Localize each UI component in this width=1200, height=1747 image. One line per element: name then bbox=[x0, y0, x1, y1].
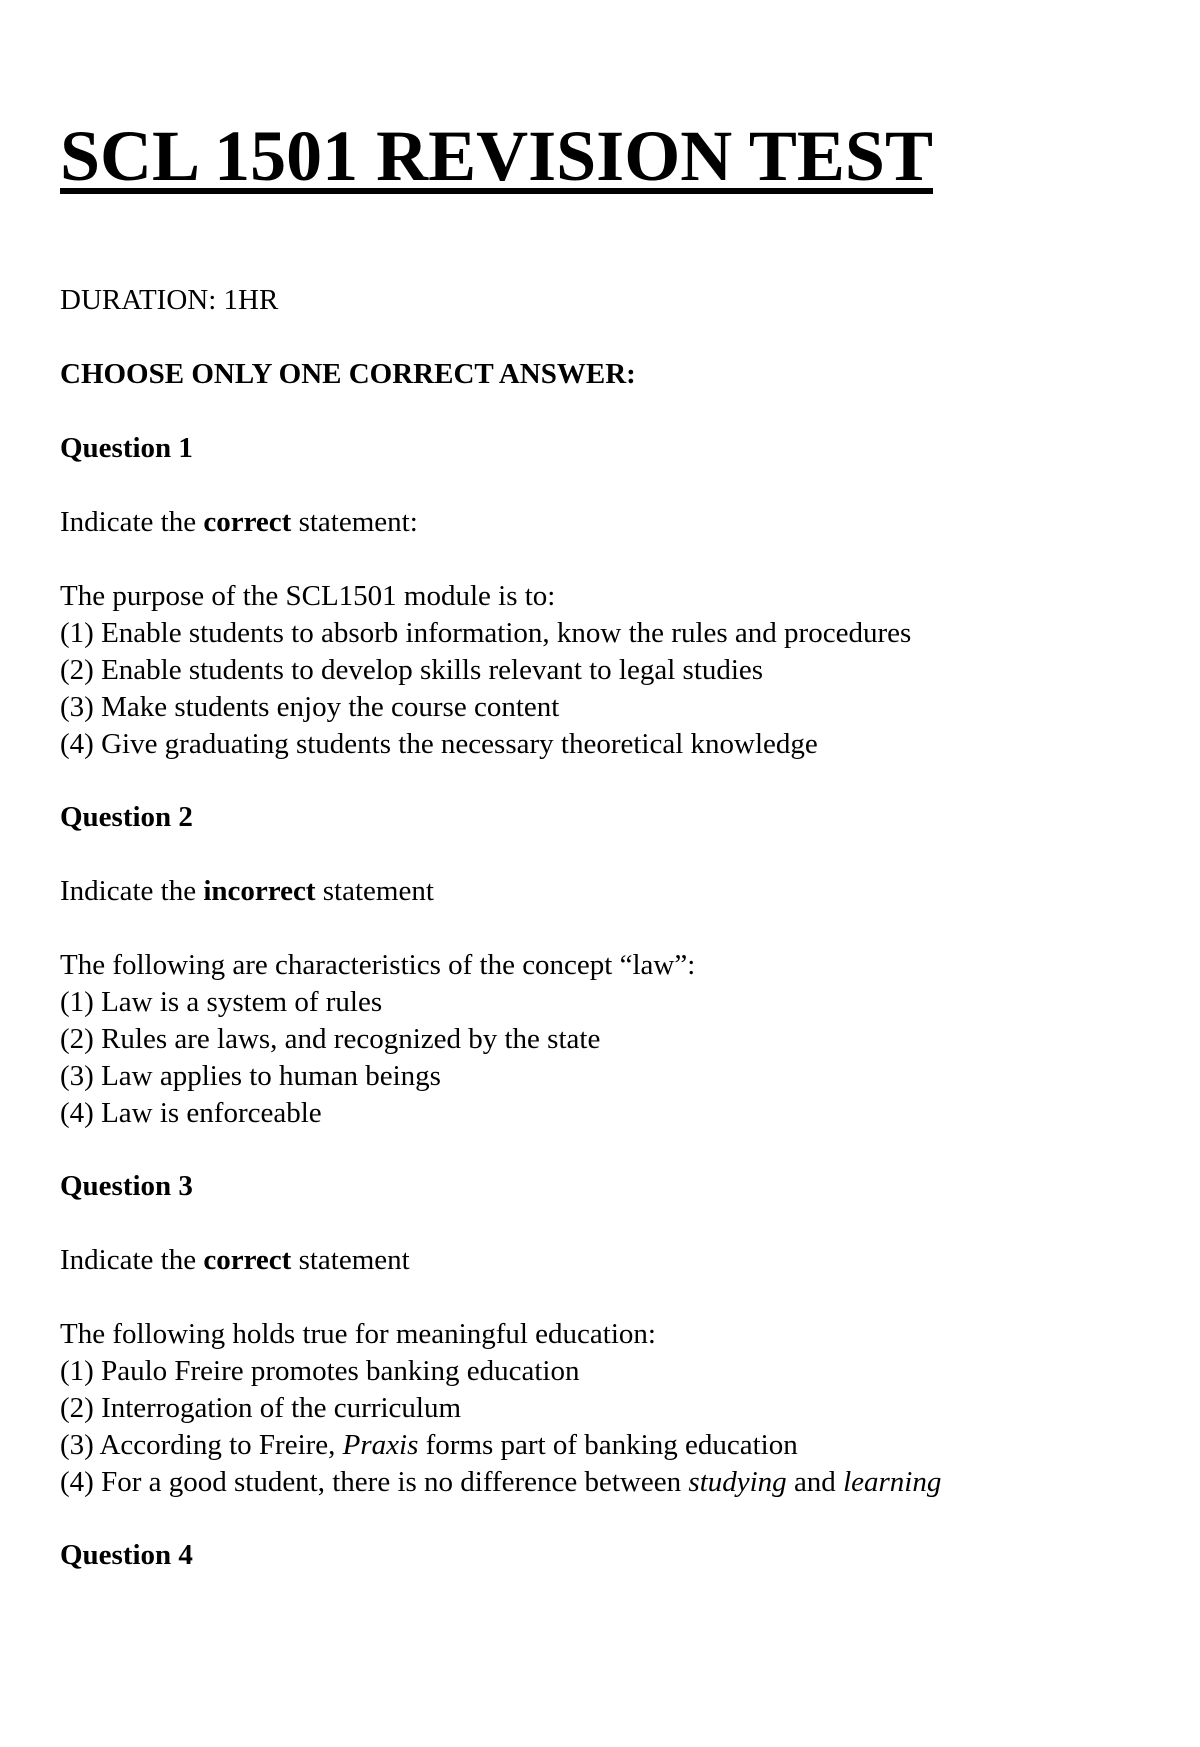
question-2-stem: The following are characteristics of the concept “law”: bbox=[60, 949, 696, 981]
indicate-keyword: incorrect bbox=[203, 875, 316, 907]
option-text-and: and bbox=[786, 1466, 844, 1498]
indicate-keyword: correct bbox=[203, 506, 292, 538]
option-italic-term: learning bbox=[843, 1466, 942, 1498]
option-text: (3) According to Freire, bbox=[60, 1429, 343, 1461]
indicate-suffix: statement: bbox=[291, 506, 418, 538]
question-1-heading: Question 1 bbox=[60, 432, 193, 464]
question-1-option-3: (3) Make students enjoy the course content bbox=[60, 691, 560, 723]
indicate-suffix: statement bbox=[315, 875, 434, 907]
question-4-heading: Question 4 bbox=[60, 1539, 193, 1571]
option-italic-term: Praxis bbox=[342, 1429, 419, 1461]
question-2-option-3: (3) Law applies to human beings bbox=[60, 1060, 441, 1092]
question-2-heading: Question 2 bbox=[60, 801, 193, 833]
question-1-option-2: (2) Enable students to develop skills relevant to legal studies bbox=[60, 654, 764, 686]
option-text: (4) For a good student, there is no difference between bbox=[60, 1466, 689, 1498]
question-2-option-1: (1) Law is a system of rules bbox=[60, 986, 383, 1018]
instruction-text: CHOOSE ONLY ONE CORRECT ANSWER: bbox=[60, 358, 636, 390]
question-2-instruction bbox=[60, 873, 434, 910]
indicate-prefix: Indicate the bbox=[60, 875, 204, 907]
option-italic-term: studying bbox=[688, 1466, 787, 1498]
question-1-option-1: (1) Enable students to absorb information, know the rules and procedures bbox=[60, 617, 912, 649]
question-3-option-4 bbox=[60, 1464, 941, 1501]
indicate-keyword: correct bbox=[203, 1244, 292, 1276]
question-2-option-4: (4) Law is enforceable bbox=[60, 1097, 322, 1129]
page-title: SCL 1501 REVISION TEST bbox=[60, 116, 933, 196]
question-2-option-2: (2) Rules are laws, and recognized by the state bbox=[60, 1023, 601, 1055]
option-text-rest: forms part of banking education bbox=[418, 1429, 798, 1461]
question-3-instruction bbox=[60, 1242, 410, 1279]
duration-text: DURATION: 1HR bbox=[60, 284, 279, 316]
question-3-option-3 bbox=[60, 1427, 798, 1464]
question-3-heading: Question 3 bbox=[60, 1170, 193, 1202]
indicate-prefix: Indicate the bbox=[60, 1244, 204, 1276]
question-1-option-4: (4) Give graduating students the necessary theoretical knowledge bbox=[60, 728, 818, 760]
question-1-instruction bbox=[60, 504, 418, 541]
indicate-prefix: Indicate the bbox=[60, 506, 204, 538]
question-3-option-2: (2) Interrogation of the curriculum bbox=[60, 1392, 462, 1424]
indicate-suffix: statement bbox=[291, 1244, 410, 1276]
question-3-option-1: (1) Paulo Freire promotes banking education bbox=[60, 1355, 580, 1387]
question-1-stem: The purpose of the SCL1501 module is to: bbox=[60, 580, 556, 612]
question-3-stem: The following holds true for meaningful education: bbox=[60, 1318, 656, 1350]
